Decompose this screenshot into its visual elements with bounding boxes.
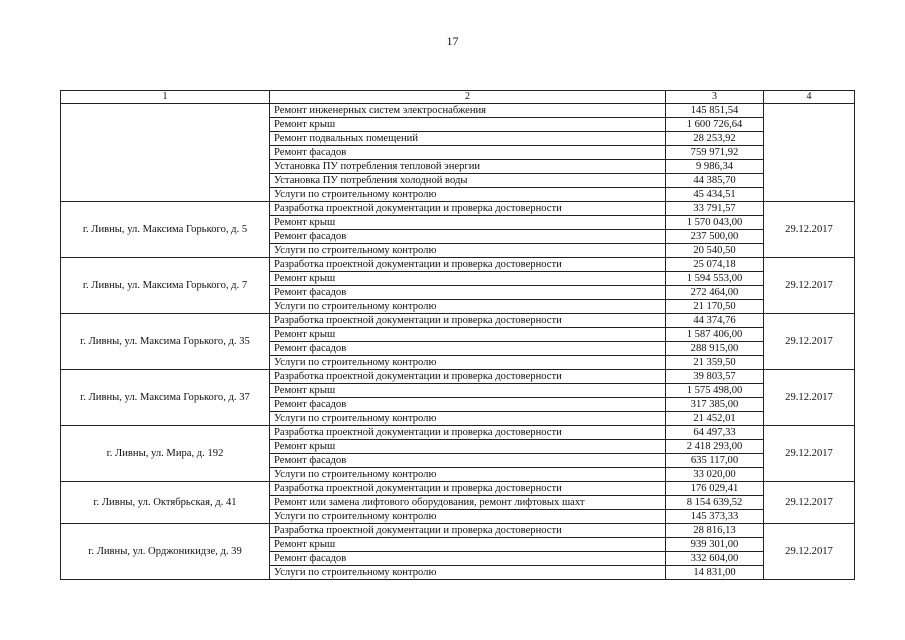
amount-cell: 45 434,51 [666, 188, 764, 202]
amount-cell: 145 373,33 [666, 510, 764, 524]
work-type-cell: Услуги по строительному контролю [270, 468, 666, 482]
work-type-cell: Разработка проектной документации и проверка достоверности [270, 258, 666, 272]
amount-cell: 44 385,70 [666, 174, 764, 188]
amount-cell: 1 594 553,00 [666, 272, 764, 286]
page-number: 17 [446, 34, 459, 48]
date-cell: 29.12.2017 [764, 426, 855, 482]
work-type-cell: Ремонт фасадов [270, 286, 666, 300]
work-type-cell: Установка ПУ потребления тепловой энергии [270, 160, 666, 174]
amount-cell: 28 816,13 [666, 524, 764, 538]
amount-cell: 1 570 043,00 [666, 216, 764, 230]
amount-cell: 64 497,33 [666, 426, 764, 440]
amount-cell: 759 971,92 [666, 146, 764, 160]
work-type-cell: Ремонт фасадов [270, 398, 666, 412]
table-row [61, 426, 855, 440]
date-cell: 29.12.2017 [764, 202, 855, 258]
work-type-cell: Разработка проектной документации и проверка достоверности [270, 314, 666, 328]
amount-cell: 28 253,92 [666, 132, 764, 146]
work-type-cell: Услуги по строительному контролю [270, 510, 666, 524]
amount-cell: 2 418 293,00 [666, 440, 764, 454]
amount-cell: 33 020,00 [666, 468, 764, 482]
amount-cell: 272 464,00 [666, 286, 764, 300]
header-row [61, 91, 855, 104]
table-row [61, 104, 855, 118]
address-cell: г. Ливны, ул. Максима Горького, д. 37 [61, 370, 270, 426]
table-body [61, 91, 855, 580]
date-cell: 29.12.2017 [764, 370, 855, 426]
work-type-cell: Разработка проектной документации и проверка достоверности [270, 482, 666, 496]
work-type-cell: Ремонт или замена лифтового оборудования, ремонт лифтовых шахт [270, 496, 666, 510]
amount-cell: 21 170,50 [666, 300, 764, 314]
address-cell: г. Ливны, ул. Максима Горького, д. 35 [61, 314, 270, 370]
work-type-cell: Разработка проектной документации и проверка достоверности [270, 524, 666, 538]
works-table [60, 90, 855, 580]
work-type-cell: Услуги по строительному контролю [270, 566, 666, 580]
work-type-cell: Услуги по строительному контролю [270, 244, 666, 258]
amount-cell: 44 374,76 [666, 314, 764, 328]
work-type-cell: Услуги по строительному контролю [270, 300, 666, 314]
work-type-cell: Ремонт фасадов [270, 454, 666, 468]
work-type-cell: Ремонт фасадов [270, 230, 666, 244]
address-cell: г. Ливны, ул. Максима Горького, д. 5 [61, 202, 270, 258]
amount-cell: 332 604,00 [666, 552, 764, 566]
address-cell: г. Ливны, ул. Октябрьская, д. 41 [61, 482, 270, 524]
work-type-cell: Услуги по строительному контролю [270, 412, 666, 426]
amount-cell: 145 851,54 [666, 104, 764, 118]
table-row [61, 482, 855, 496]
amount-cell: 1 587 406,00 [666, 328, 764, 342]
work-type-cell: Ремонт крыш [270, 118, 666, 132]
table-row [61, 370, 855, 384]
date-cell: 29.12.2017 [764, 524, 855, 580]
amount-cell: 9 986,34 [666, 160, 764, 174]
work-type-cell: Услуги по строительному контролю [270, 188, 666, 202]
amount-cell: 39 803,57 [666, 370, 764, 384]
amount-cell: 317 385,00 [666, 398, 764, 412]
work-type-cell: Разработка проектной документации и проверка достоверности [270, 370, 666, 384]
work-type-cell: Ремонт инженерных систем электроснабжения [270, 104, 666, 118]
amount-cell: 14 831,00 [666, 566, 764, 580]
work-type-cell: Ремонт крыш [270, 328, 666, 342]
date-cell: 29.12.2017 [764, 482, 855, 524]
amount-cell: 1 600 726,64 [666, 118, 764, 132]
column-header: 1 [61, 91, 270, 104]
address-cell: г. Ливны, ул. Максима Горького, д. 7 [61, 258, 270, 314]
work-type-cell: Ремонт крыш [270, 216, 666, 230]
address-cell: г. Ливны, ул. Мира, д. 192 [61, 426, 270, 482]
work-type-cell: Ремонт фасадов [270, 552, 666, 566]
amount-cell: 8 154 639,52 [666, 496, 764, 510]
table-row [61, 524, 855, 538]
work-type-cell: Разработка проектной документации и проверка достоверности [270, 202, 666, 216]
amount-cell: 237 500,00 [666, 230, 764, 244]
work-type-cell: Ремонт крыш [270, 384, 666, 398]
amount-cell: 33 791,57 [666, 202, 764, 216]
column-header: 3 [666, 91, 764, 104]
date-cell [764, 104, 855, 202]
amount-cell: 288 915,00 [666, 342, 764, 356]
work-type-cell: Ремонт крыш [270, 440, 666, 454]
amount-cell: 176 029,41 [666, 482, 764, 496]
work-type-cell: Ремонт крыш [270, 538, 666, 552]
table-row [61, 202, 855, 216]
amount-cell: 21 452,01 [666, 412, 764, 426]
date-cell: 29.12.2017 [764, 314, 855, 370]
work-type-cell: Разработка проектной документации и проверка достоверности [270, 426, 666, 440]
address-cell [61, 104, 270, 202]
amount-cell: 939 301,00 [666, 538, 764, 552]
work-type-cell: Ремонт фасадов [270, 342, 666, 356]
table-row [61, 258, 855, 272]
table-row [61, 314, 855, 328]
work-type-cell: Установка ПУ потребления холодной воды [270, 174, 666, 188]
address-cell: г. Ливны, ул. Орджоникидзе, д. 39 [61, 524, 270, 580]
amount-cell: 21 359,50 [666, 356, 764, 370]
date-cell: 29.12.2017 [764, 258, 855, 314]
work-type-cell: Ремонт подвальных помещений [270, 132, 666, 146]
amount-cell: 635 117,00 [666, 454, 764, 468]
column-header: 2 [270, 91, 666, 104]
amount-cell: 25 074,18 [666, 258, 764, 272]
column-header: 4 [764, 91, 855, 104]
amount-cell: 1 575 498,00 [666, 384, 764, 398]
work-type-cell: Услуги по строительному контролю [270, 356, 666, 370]
work-type-cell: Ремонт фасадов [270, 146, 666, 160]
amount-cell: 20 540,50 [666, 244, 764, 258]
work-type-cell: Ремонт крыш [270, 272, 666, 286]
